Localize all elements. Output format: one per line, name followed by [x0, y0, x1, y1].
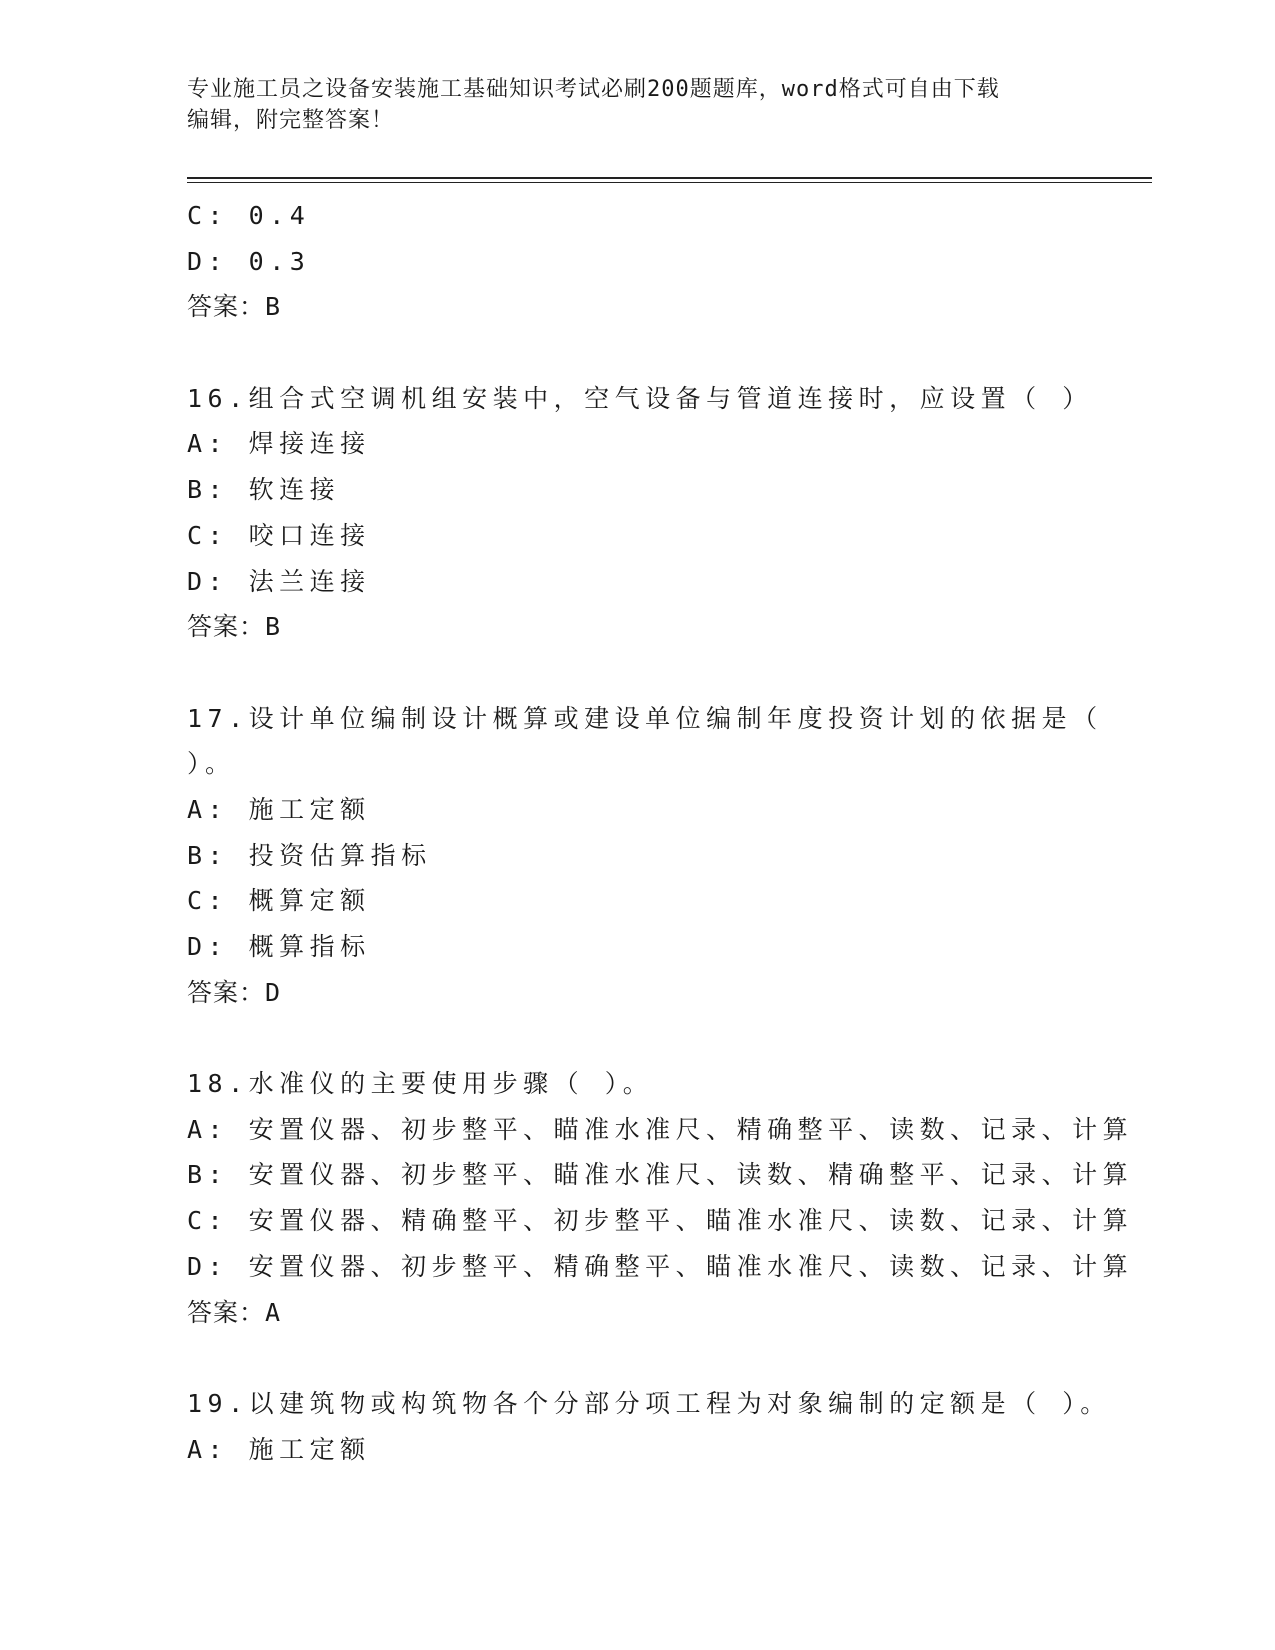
answer: 答案：A [187, 1297, 282, 1327]
option-a: A: 施工定额 [187, 794, 371, 824]
question-stem: 16.组合式空调机组安装中，空气设备与管道连接时，应设置（ ） [187, 383, 1093, 413]
option-d: D: 概算指标 [187, 932, 371, 961]
question-18 [187, 1061, 1147, 1335]
question-content [187, 193, 1147, 1472]
header-title-line-1: 专业施工员之设备安装施工基础知识考试必刷200题题库，word格式可自由下载 [187, 77, 1000, 102]
question-16 [187, 376, 1147, 650]
header-divider-thin [187, 182, 1152, 183]
option-b: B: 安置仪器、初步整平、瞄准水准尺、读数、精确整平、记录、计算 [187, 1160, 1134, 1190]
header-divider-thick [187, 177, 1152, 179]
question-stem-line-1: 17.设计单位编制设计概算或建设单位编制年度投资计划的依据是（ [187, 703, 1103, 733]
question-19 [187, 1381, 1147, 1472]
option-d: D: 0.3 [187, 246, 311, 276]
answer: 答案：B [187, 612, 282, 642]
option-c: C: 安置仪器、精确整平、初步整平、瞄准水准尺、读数、记录、计算 [187, 1206, 1134, 1236]
question-stem: 18.水准仪的主要使用步骤（ ）。 [187, 1069, 654, 1099]
question-17 [187, 696, 1147, 1016]
option-a: A: 安置仪器、初步整平、瞄准水准尺、精确整平、读数、记录、计算 [187, 1114, 1134, 1144]
option-a: A: 焊接连接 [187, 429, 371, 459]
question-stem: 19.以建筑物或构筑物各个分部分项工程为对象编制的定额是（ ）。 [187, 1388, 1111, 1418]
option-b: B: 投资估算指标 [187, 840, 432, 870]
spacer [187, 330, 1147, 376]
option-d: D: 法兰连接 [187, 566, 371, 596]
spacer [187, 650, 1147, 696]
option-c: C: 0.4 [187, 201, 311, 230]
option-c: C: 咬口连接 [187, 520, 371, 550]
question-15-tail [187, 193, 1147, 330]
spacer [187, 1335, 1147, 1381]
header-title-line-2: 编辑，附完整答案！ [187, 108, 395, 133]
option-d: D: 安置仪器、初步整平、精确整平、瞄准水准尺、读数、记录、计算 [187, 1251, 1134, 1281]
option-c: C: 概算定额 [187, 886, 371, 916]
answer: 答案：B [187, 292, 282, 322]
option-a: A: 施工定额 [187, 1434, 371, 1464]
spacer [187, 1015, 1147, 1061]
option-b: B: 软连接 [187, 475, 341, 505]
answer: 答案：D [187, 977, 282, 1007]
document-header [187, 74, 1087, 136]
question-stem-line-2: ）。 [187, 749, 236, 779]
